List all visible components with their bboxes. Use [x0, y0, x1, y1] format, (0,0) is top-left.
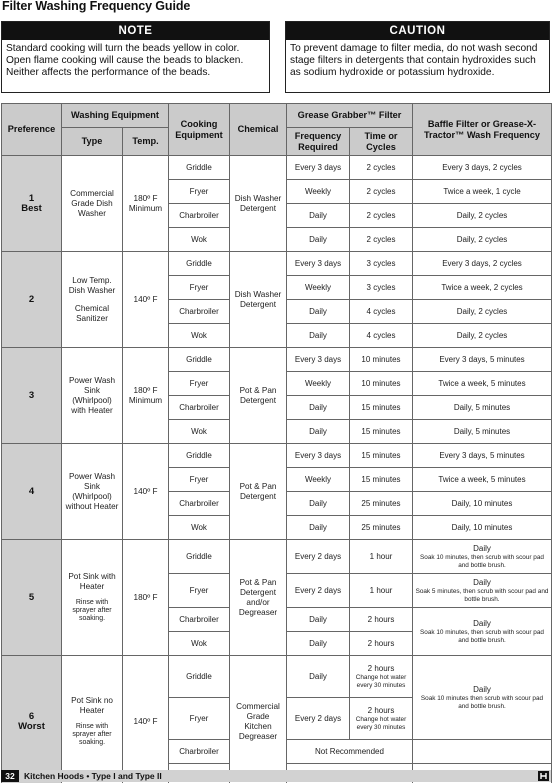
header-grease-grabber: Grease Grabber™ Filter [287, 104, 413, 128]
washing-frequency-table [1, 103, 552, 783]
frequency-cell: Every 3 days [287, 252, 350, 276]
baffle-note: Soak 10 minutes then scrub with scour pad and bottle brush. [420, 694, 544, 710]
baffle-value: Daily [473, 684, 491, 694]
washing-type-note: Rinse with sprayer after soaking. [72, 723, 112, 746]
frequency-cell: Daily [287, 656, 350, 698]
frequency-cell: Every 3 days [287, 156, 350, 180]
frequency-cell: Daily [287, 228, 350, 252]
cooking-equipment: Charbroiler [169, 204, 230, 228]
temp-value: 180º F [133, 385, 158, 395]
baffle-cell: Daily, 2 cycles [413, 204, 552, 228]
baffle-cell: Daily, 5 minutes [413, 396, 552, 420]
time-cell: 10 minutes [350, 348, 413, 372]
preference-number: 1 [28, 192, 35, 204]
time-cell: 10 minutes [350, 372, 413, 396]
washing-type-cell: Power Wash Sink (Whirlpool) without Heater [62, 444, 123, 540]
baffle-cell [413, 574, 552, 608]
baffle-cell: Twice a week, 1 cycle [413, 180, 552, 204]
preference-cell [2, 656, 62, 783]
washing-type: Low Temp. Dish Washer [68, 275, 116, 295]
baffle-cell: Every 3 days, 5 minutes [413, 348, 552, 372]
time-value: 2 hours [367, 705, 395, 715]
time-cell: 25 minutes [350, 516, 413, 540]
chemical-cell: Dish Washer Detergent [230, 156, 287, 252]
baffle-note: Soak 10 minutes, then scrub with scour pad and bottle brush. [420, 553, 544, 569]
baffle-cell: Daily, 2 cycles [413, 324, 552, 348]
cooking-equipment: Wok [169, 632, 230, 656]
washing-type-cell: Power Wash Sink (Whirlpool) with Heater [62, 348, 123, 444]
temp-note: Minimum [128, 395, 163, 405]
temp-value: 180º F [133, 193, 158, 203]
brand-logo-icon [538, 771, 549, 781]
cooking-equipment: Fryer [169, 468, 230, 492]
time-cell: 2 hours [350, 608, 413, 632]
baffle-cell: Every 3 days, 5 minutes [413, 444, 552, 468]
cooking-equipment: Fryer [169, 276, 230, 300]
time-cell: 3 cycles [350, 276, 413, 300]
note-header: NOTE [2, 22, 269, 40]
header-type: Type [62, 128, 123, 156]
time-cell: 25 minutes [350, 492, 413, 516]
frequency-cell: Weekly [287, 468, 350, 492]
preference-cell [2, 156, 62, 252]
baffle-cell [413, 540, 552, 574]
time-cell: 2 cycles [350, 180, 413, 204]
header-frequency-required: Frequency Required [287, 128, 350, 156]
time-cell: 1 hour [350, 540, 413, 574]
chemical-cell: Pot & Pan Detergent [230, 444, 287, 540]
washing-type: Pot Sink with Heater [68, 572, 116, 591]
preference-cell [2, 540, 62, 656]
header-time-or-cycles: Time or Cycles [350, 128, 413, 156]
frequency-cell: Daily [287, 516, 350, 540]
header-washing-equipment: Washing Equipment [62, 104, 169, 128]
header-preference: Preference [2, 104, 62, 156]
time-cell: 15 minutes [350, 396, 413, 420]
time-cell: 2 cycles [350, 228, 413, 252]
preference-label: Best [21, 202, 42, 214]
baffle-cell: Twice a week, 5 minutes [413, 468, 552, 492]
cooking-equipment: Wok [169, 516, 230, 540]
cooking-equipment: Griddle [169, 656, 230, 698]
washing-type-note: Rinse with sprayer after soaking. [72, 599, 112, 622]
table-row [2, 444, 552, 468]
chemical-cell: Dish Washer Detergent [230, 252, 287, 348]
preference-label: Worst [18, 720, 45, 732]
baffle-cell: Daily, 5 minutes [413, 420, 552, 444]
temp-cell [123, 348, 169, 444]
table-row [2, 252, 552, 276]
time-cell: 2 cycles [350, 204, 413, 228]
time-cell: 2 cycles [350, 156, 413, 180]
cooking-equipment: Wok [169, 420, 230, 444]
cooking-equipment: Charbroiler [169, 740, 230, 764]
baffle-cell: Daily, 2 cycles [413, 228, 552, 252]
baffle-cell: Twice a week, 5 minutes [413, 372, 552, 396]
time-note: Change hot water every 30 minutes [355, 673, 407, 689]
preference-cell [2, 444, 62, 540]
baffle-cell [413, 608, 552, 656]
caution-header: CAUTION [286, 22, 549, 40]
preference-number: 2 [28, 293, 35, 305]
cooking-equipment: Wok [169, 324, 230, 348]
baffle-value: Daily [473, 618, 491, 628]
cooking-equipment: Fryer [169, 698, 230, 740]
preference-cell [2, 348, 62, 444]
header-temp: Temp. [123, 128, 169, 156]
preference-number: 6 [28, 710, 35, 722]
time-cell [350, 698, 413, 740]
cooking-equipment: Griddle [169, 444, 230, 468]
frequency-cell: Weekly [287, 276, 350, 300]
cooking-equipment: Charbroiler [169, 492, 230, 516]
not-recommended-cell: Not Recommended [287, 740, 413, 764]
cooking-equipment: Charbroiler [169, 608, 230, 632]
time-cell: 15 minutes [350, 420, 413, 444]
baffle-cell: Daily, 2 cycles [413, 300, 552, 324]
frequency-cell: Weekly [287, 372, 350, 396]
cooking-equipment: Fryer [169, 372, 230, 396]
preference-cell [2, 252, 62, 348]
cooking-equipment: Wok [169, 228, 230, 252]
cooking-equipment: Griddle [169, 540, 230, 574]
baffle-cell: Daily, 10 minutes [413, 492, 552, 516]
baffle-cell-empty [413, 740, 552, 764]
time-cell: 4 cycles [350, 300, 413, 324]
cooking-equipment: Charbroiler [169, 300, 230, 324]
temp-cell: 140º F [123, 252, 169, 348]
washing-type: Pot Sink no Heater [71, 696, 113, 715]
page-number: 32 [1, 770, 19, 782]
frequency-cell: Every 3 days [287, 348, 350, 372]
time-value: 2 hours [367, 663, 395, 673]
frequency-cell: Daily [287, 300, 350, 324]
washing-type-cell [62, 656, 123, 783]
frequency-cell: Daily [287, 204, 350, 228]
time-note: Change hot water every 30 minutes [355, 715, 407, 731]
frequency-cell: Daily [287, 420, 350, 444]
cooking-equipment: Charbroiler [169, 396, 230, 420]
frequency-cell: Daily [287, 324, 350, 348]
chemical-cell: Commercial Grade Kitchen Degreaser [230, 656, 287, 783]
time-cell: 4 cycles [350, 324, 413, 348]
washing-type-cell [62, 540, 123, 656]
baffle-value: Daily [473, 577, 491, 587]
page-title: Filter Washing Frequency Guide [2, 0, 191, 13]
baffle-note: Soak 10 minutes, then scrub with scour pad and bottle brush. [420, 628, 544, 644]
header-cooking-equipment: Cooking Equipment [169, 104, 230, 156]
cooking-equipment: Griddle [169, 252, 230, 276]
temp-cell: 140º F [123, 444, 169, 540]
washing-type-cell [62, 156, 123, 252]
time-cell: 15 minutes [350, 468, 413, 492]
baffle-cell: Daily, 10 minutes [413, 516, 552, 540]
baffle-cell: Every 3 days, 2 cycles [413, 156, 552, 180]
washing-type: Commercial Grade Dish Washer [70, 188, 114, 218]
table-row [2, 656, 552, 698]
caution-box [285, 21, 550, 93]
table-row [2, 540, 552, 574]
frequency-cell: Daily [287, 608, 350, 632]
baffle-note: Soak 5 minutes, then scrub with scour pad and bottle brush. [415, 587, 549, 603]
preference-number: 4 [28, 485, 35, 497]
page-footer [1, 770, 551, 782]
frequency-cell: Every 2 days [287, 540, 350, 574]
temp-cell: 140º F [123, 656, 169, 783]
washing-type-note: Chemical Sanitizer [74, 303, 110, 323]
frequency-cell: Daily [287, 632, 350, 656]
preference-number: 5 [28, 591, 35, 603]
baffle-cell: Twice a week, 2 cycles [413, 276, 552, 300]
washing-type-cell [62, 252, 123, 348]
cooking-equipment: Griddle [169, 156, 230, 180]
baffle-cell [413, 656, 552, 740]
cooking-equipment: Griddle [169, 348, 230, 372]
time-cell: 2 hours [350, 632, 413, 656]
note-body: Standard cooking will turn the beads yellow in color. Open flame cooking will cause the beads to blacken. Neither affects the performance of the beads. [6, 43, 244, 79]
frequency-cell: Daily [287, 492, 350, 516]
chemical-cell: Pot & Pan Detergent [230, 348, 287, 444]
time-cell: 1 hour [350, 574, 413, 608]
frequency-cell: Weekly [287, 180, 350, 204]
chemical-cell: Pot & Pan Detergent and/or Degreaser [230, 540, 287, 656]
table-row [2, 156, 552, 180]
frequency-cell: Every 3 days [287, 444, 350, 468]
frequency-cell: Every 2 days [287, 698, 350, 740]
temp-note: Minimum [128, 203, 163, 213]
frequency-cell: Daily [287, 396, 350, 420]
footer-text: Kitchen Hoods • Type I and Type II [24, 771, 162, 781]
frequency-cell: Every 2 days [287, 574, 350, 608]
cooking-equipment: Fryer [169, 180, 230, 204]
caution-body: To prevent damage to filter media, do not wash second stage filters in detergents that contain hydroxides such as sodium hydroxide or potassium hydroxide. [290, 43, 538, 79]
header-baffle: Baffle Filter or Grease-X-Tractor™ Wash Frequency [413, 104, 552, 156]
preference-number: 3 [28, 389, 35, 401]
table-row [2, 348, 552, 372]
baffle-value: Daily [473, 543, 491, 553]
note-box [1, 21, 270, 93]
time-cell [350, 656, 413, 698]
baffle-cell: Every 3 days, 2 cycles [413, 252, 552, 276]
temp-cell [123, 156, 169, 252]
temp-cell: 180º F [123, 540, 169, 656]
cooking-equipment: Fryer [169, 574, 230, 608]
time-cell: 3 cycles [350, 252, 413, 276]
header-chemical: Chemical [230, 104, 287, 156]
time-cell: 15 minutes [350, 444, 413, 468]
